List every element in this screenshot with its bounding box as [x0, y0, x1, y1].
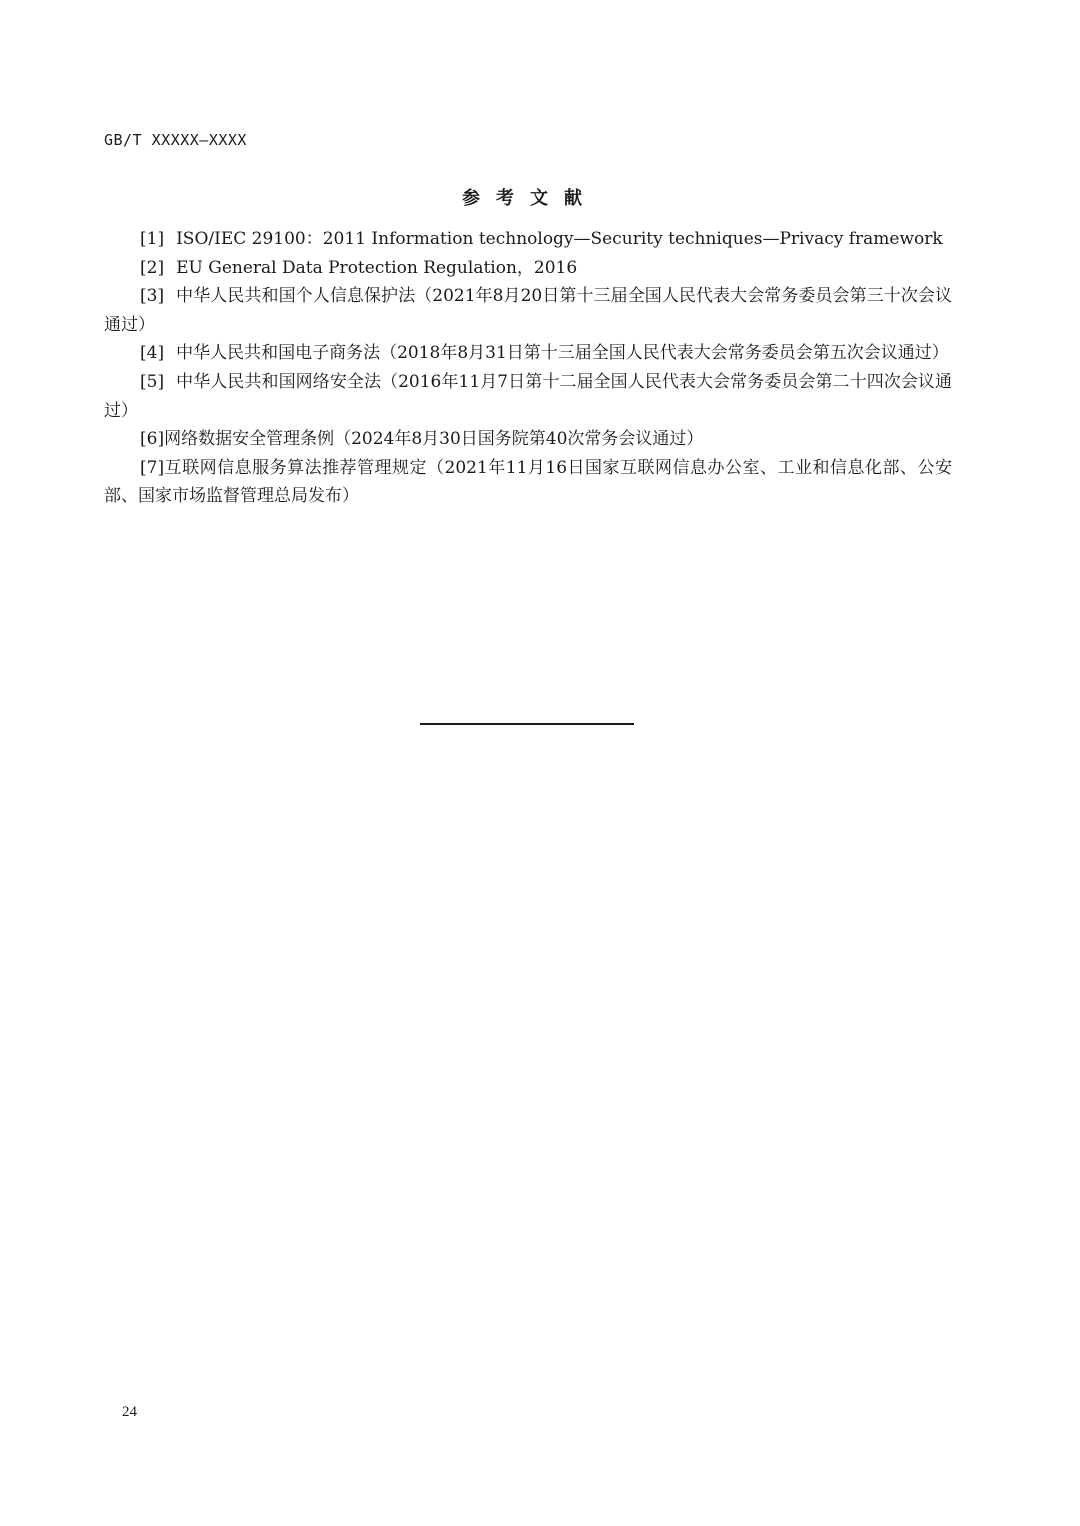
reference-number: [4]	[140, 343, 165, 364]
page-number: 24	[122, 1404, 137, 1420]
reference-number: [1]	[140, 229, 165, 249]
reference-item	[104, 454, 952, 511]
reference-text: 中华人民共和国个人信息保护法（2021年8月20日第十三届全国人民代表大会常务委员会第三十次会议通过）	[104, 286, 952, 335]
reference-text: 互联网信息服务算法推荐管理规定（2021年11月16日国家互联网信息办公室、工业和信息化部、公安部、国家市场监督管理总局发布）	[104, 457, 952, 507]
reference-number: [5]	[140, 371, 165, 392]
reference-item	[104, 225, 952, 254]
reference-text: 网络数据安全管理条例（2024年8月30日国务院第40次常务会议通过）	[164, 429, 704, 450]
reference-number: [6]	[140, 429, 165, 450]
reference-item	[104, 368, 952, 425]
reference-item	[104, 339, 952, 368]
reference-number: [7]	[140, 457, 165, 478]
reference-item	[104, 282, 952, 339]
reference-number: [3]	[140, 286, 165, 307]
reference-text: 中华人民共和国电子商务法（2018年8月31日第十三届全国人民代表大会常务委员会第五次会议通过）	[176, 343, 949, 364]
reference-text: 中华人民共和国网络安全法（2016年11月7日第十二届全国人民代表大会常务委员会第二十四次会议通过）	[104, 371, 952, 421]
reference-number: [2]	[140, 257, 165, 278]
reference-item	[104, 425, 952, 454]
reference-text: ISO/IEC 29100：2011 Information technology—Security techniques—Privacy framework	[176, 229, 943, 249]
reference-item	[104, 254, 952, 283]
end-of-document-rule	[420, 723, 634, 725]
references-heading: 参考文献	[462, 188, 598, 209]
standard-code-header: GB/T XXXXX—XXXX	[104, 131, 247, 149]
reference-list	[104, 225, 952, 511]
reference-text: EU General Data Protection Regulation，2016	[176, 257, 578, 278]
